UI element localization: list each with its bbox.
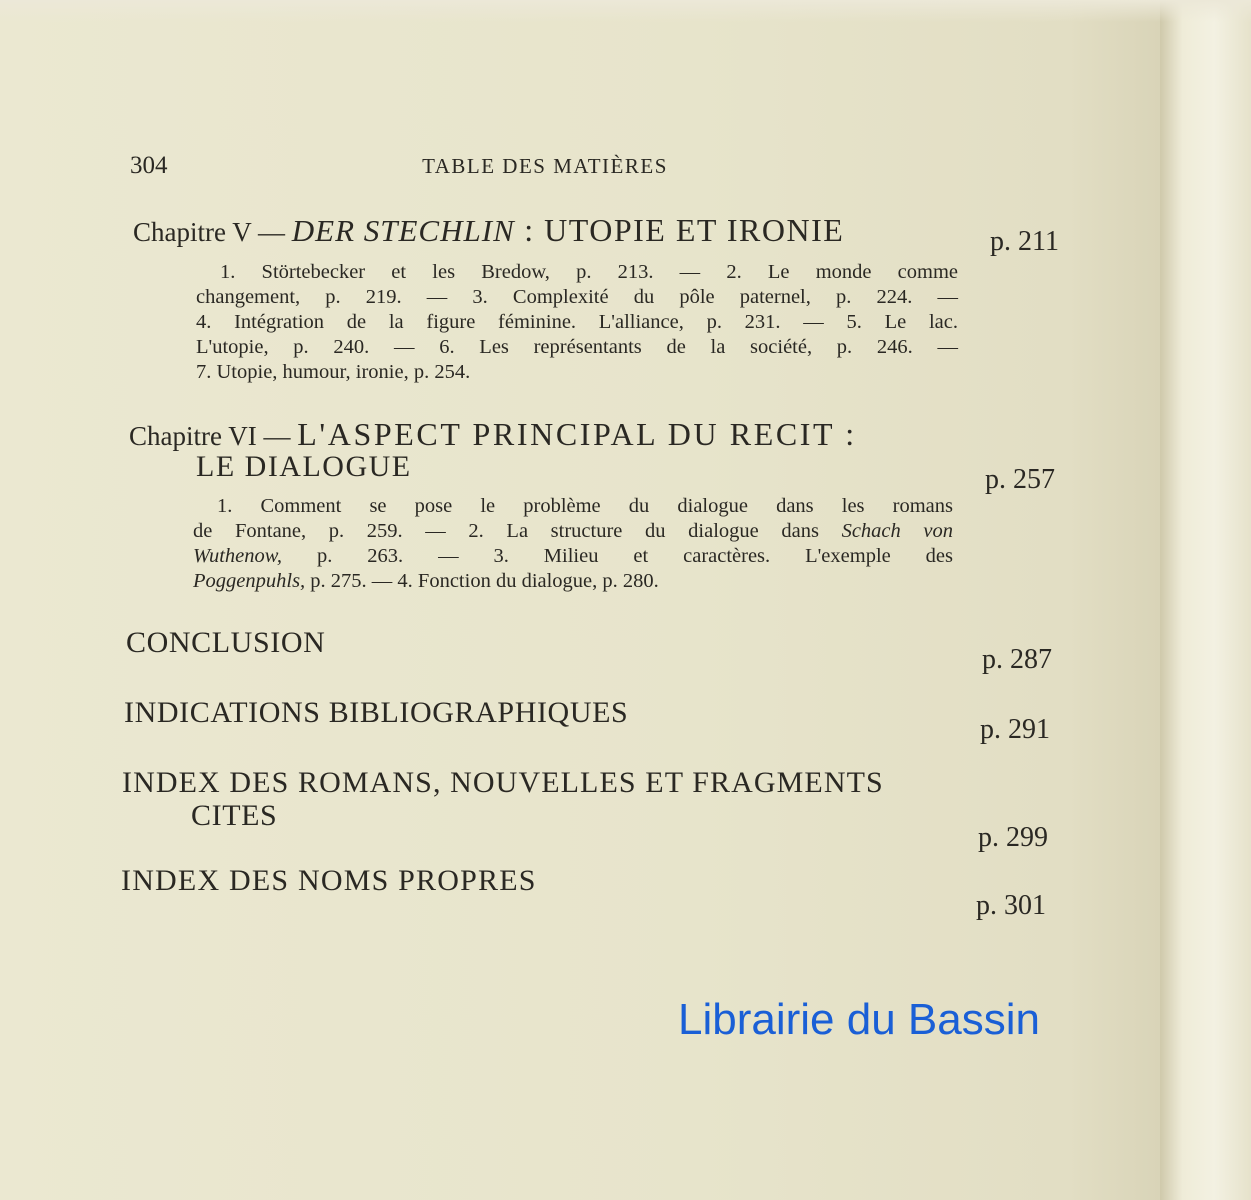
chapter-5-line: L'utopie, p. 240. — 6. Les représentants de la société, p. 246. — bbox=[196, 336, 958, 358]
chapter-6-line: Wuthenow, p. 263. — 3. Milieu et caractères. L'exemple des bbox=[193, 545, 953, 567]
chapter-5-line: 4. Intégration de la figure féminine. L'alliance, p. 231. — 5. Le lac. bbox=[196, 311, 958, 333]
running-title: TABLE DES MATIÈRES bbox=[422, 154, 668, 178]
bibliography-label: INDICATIONS BIBLIOGRAPHIQUES bbox=[124, 696, 629, 729]
chapter-5-summary bbox=[196, 260, 958, 385]
conclusion-page: p. 287 bbox=[982, 644, 1052, 675]
bibliography-page: p. 291 bbox=[980, 714, 1050, 745]
conclusion-label: CONCLUSION bbox=[126, 626, 326, 659]
watermark-text: Librairie du Bassin bbox=[678, 995, 1040, 1044]
index-romans-line2: CITES bbox=[191, 799, 278, 832]
chapter-6-title-line1: L'ASPECT PRINCIPAL DU RECIT : bbox=[297, 416, 857, 452]
chapter-5-title-italic: DER STECHLIN bbox=[291, 213, 515, 248]
chapter-6-prefix: Chapitre VI — bbox=[129, 421, 298, 451]
chapter-6-line: 1. Comment se pose le problème du dialogue dans les romans bbox=[217, 495, 953, 517]
chapter-6-line: Poggenpuhls, p. 275. — 4. Fonction du dialogue, p. 280. bbox=[193, 570, 659, 592]
show-through-shadow bbox=[780, 675, 1070, 705]
chapter-5-line: 1. Störtebecker et les Bredow, p. 213. — 2. Le monde comme bbox=[220, 261, 958, 283]
chapter-5-title: UTOPIE ET IRONIE bbox=[544, 212, 845, 248]
page-edge bbox=[1160, 0, 1251, 1200]
running-header bbox=[130, 152, 960, 180]
chapter-6-summary bbox=[193, 494, 953, 594]
index-romans-line1: INDEX DES ROMANS, NOUVELLES ET FRAGMENTS bbox=[122, 766, 884, 799]
chapter-5-line: 7. Utopie, humour, ironie, p. 254. bbox=[196, 361, 471, 383]
chapter-6-page: p. 257 bbox=[985, 464, 1055, 495]
page-number: 304 bbox=[130, 152, 168, 179]
index-noms-page: p. 301 bbox=[976, 890, 1046, 921]
index-noms-label: INDEX DES NOMS PROPRES bbox=[121, 864, 537, 897]
top-shadow bbox=[0, 0, 1251, 22]
chapter-6-title-line2: LE DIALOGUE bbox=[196, 450, 412, 483]
chapter-5-prefix: Chapitre V — bbox=[133, 217, 292, 247]
chapter-6-line: de Fontane, p. 259. — 2. La structure du dialogue dans Schach von bbox=[193, 520, 954, 542]
chapter-5-heading bbox=[133, 212, 844, 249]
index-romans-page: p. 299 bbox=[978, 822, 1048, 853]
chapter-5-colon: : bbox=[514, 212, 545, 248]
chapter-5-page: p. 211 bbox=[990, 226, 1059, 257]
chapter-6-heading bbox=[129, 416, 959, 453]
chapter-5-line: changement, p. 219. — 3. Complexité du pôle paternel, p. 224. — bbox=[196, 286, 958, 308]
